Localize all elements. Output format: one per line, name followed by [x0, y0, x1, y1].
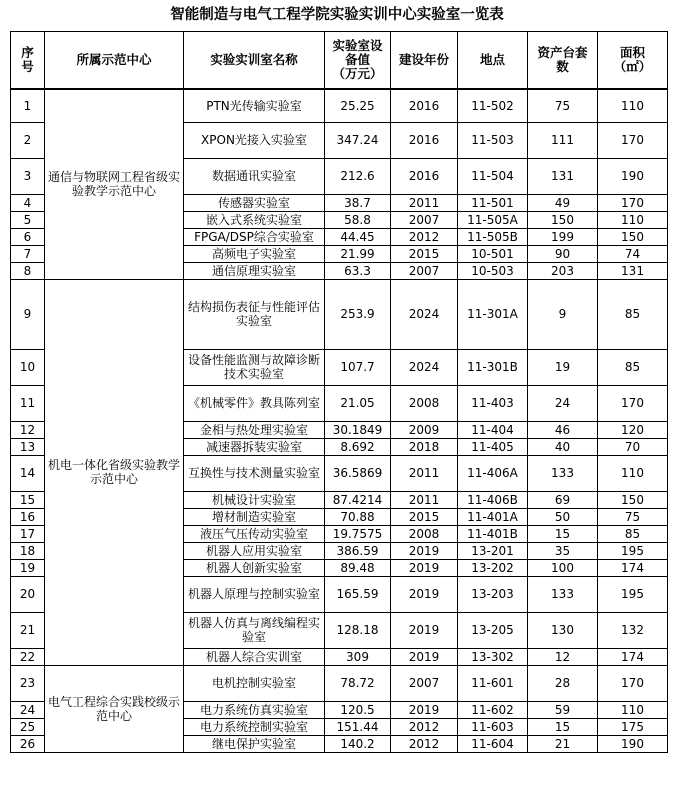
header-row: [11, 32, 668, 90]
cell-seq: 17: [11, 525, 45, 542]
lab-table: [10, 31, 668, 753]
cell-area: 170: [598, 385, 668, 421]
cell-location: 11-406B: [458, 491, 528, 508]
cell-name: 数据通讯实验室: [184, 158, 325, 194]
cell-value: 19.7575: [325, 525, 391, 542]
cell-year: 2015: [391, 508, 458, 525]
cell-location: 11-603: [458, 718, 528, 735]
cell-assets: 131: [528, 158, 598, 194]
cell-area: 110: [598, 701, 668, 718]
cell-location: 11-301B: [458, 349, 528, 385]
cell-year: 2016: [391, 89, 458, 122]
cell-location: 11-502: [458, 89, 528, 122]
cell-seq: 21: [11, 612, 45, 648]
cell-year: 2019: [391, 648, 458, 665]
cell-assets: 90: [528, 245, 598, 262]
cell-year: 2012: [391, 718, 458, 735]
cell-location: 10-503: [458, 262, 528, 279]
cell-value: 70.88: [325, 508, 391, 525]
header-location-label: 地点: [479, 52, 505, 67]
cell-location: 11-401B: [458, 525, 528, 542]
cell-assets: 15: [528, 525, 598, 542]
cell-location: 11-602: [458, 701, 528, 718]
cell-year: 2012: [391, 228, 458, 245]
cell-area: 150: [598, 228, 668, 245]
cell-name: 高频电子实验室: [184, 245, 325, 262]
cell-name: 电力系统仿真实验室: [184, 701, 325, 718]
cell-value: 347.24: [325, 122, 391, 158]
cell-value: 21.05: [325, 385, 391, 421]
cell-seq: 24: [11, 701, 45, 718]
cell-name: 机器人应用实验室: [184, 542, 325, 559]
cell-location: 13-202: [458, 559, 528, 576]
cell-area: 75: [598, 508, 668, 525]
cell-seq: 3: [11, 158, 45, 194]
cell-seq: 18: [11, 542, 45, 559]
cell-area: 120: [598, 421, 668, 438]
cell-year: 2019: [391, 612, 458, 648]
cell-value: 140.2: [325, 735, 391, 752]
cell-seq: 13: [11, 438, 45, 455]
cell-value: 253.9: [325, 279, 391, 349]
cell-seq: 11: [11, 385, 45, 421]
cell-year: 2008: [391, 525, 458, 542]
cell-name: PTN光传输实验室: [184, 89, 325, 122]
table-body: [11, 89, 668, 752]
cell-assets: 19: [528, 349, 598, 385]
cell-assets: 130: [528, 612, 598, 648]
cell-location: 13-203: [458, 576, 528, 612]
cell-assets: 9: [528, 279, 598, 349]
cell-seq: 7: [11, 245, 45, 262]
header-center-label: 所属示范中心: [76, 52, 152, 67]
cell-year: 2011: [391, 194, 458, 211]
cell-seq: 14: [11, 455, 45, 491]
cell-year: 2019: [391, 576, 458, 612]
cell-assets: 100: [528, 559, 598, 576]
cell-value: 309: [325, 648, 391, 665]
header-assets: [528, 32, 598, 90]
cell-area: 170: [598, 665, 668, 701]
cell-name: 机器人综合实训室: [184, 648, 325, 665]
cell-seq: 22: [11, 648, 45, 665]
cell-assets: 46: [528, 421, 598, 438]
cell-area: 170: [598, 122, 668, 158]
cell-value: 386.59: [325, 542, 391, 559]
cell-year: 2019: [391, 542, 458, 559]
cell-seq: 10: [11, 349, 45, 385]
cell-assets: 203: [528, 262, 598, 279]
cell-assets: 75: [528, 89, 598, 122]
cell-area: 170: [598, 194, 668, 211]
cell-year: 2016: [391, 158, 458, 194]
cell-year: 2007: [391, 665, 458, 701]
cell-name: 结构损伤表征与性能评估实验室: [184, 279, 325, 349]
header-name-label: 实验实训室名称: [210, 52, 298, 67]
cell-assets: 59: [528, 701, 598, 718]
cell-assets: 133: [528, 455, 598, 491]
cell-year: 2012: [391, 735, 458, 752]
cell-area: 110: [598, 211, 668, 228]
cell-location: 11-501: [458, 194, 528, 211]
cell-value: 38.7: [325, 194, 391, 211]
header-value: [325, 32, 391, 90]
cell-location: 11-404: [458, 421, 528, 438]
cell-assets: 40: [528, 438, 598, 455]
cell-name: 电机控制实验室: [184, 665, 325, 701]
cell-year: 2007: [391, 211, 458, 228]
cell-assets: 12: [528, 648, 598, 665]
cell-assets: 199: [528, 228, 598, 245]
cell-name: 通信原理实验室: [184, 262, 325, 279]
cell-area: 174: [598, 648, 668, 665]
cell-location: 11-505A: [458, 211, 528, 228]
cell-value: 89.48: [325, 559, 391, 576]
cell-year: 2018: [391, 438, 458, 455]
cell-name: 《机械零件》教具陈列室: [184, 385, 325, 421]
cell-seq: 26: [11, 735, 45, 752]
cell-seq: 5: [11, 211, 45, 228]
cell-year: 2009: [391, 421, 458, 438]
header-year-label: 建设年份: [398, 52, 449, 67]
cell-area: 132: [598, 612, 668, 648]
cell-name: 电力系统控制实验室: [184, 718, 325, 735]
cell-year: 2011: [391, 491, 458, 508]
cell-year: 2019: [391, 559, 458, 576]
cell-value: 58.8: [325, 211, 391, 228]
cell-area: 85: [598, 349, 668, 385]
table-row: [11, 665, 668, 701]
cell-assets: 69: [528, 491, 598, 508]
cell-seq: 20: [11, 576, 45, 612]
cell-name: 机械设计实验室: [184, 491, 325, 508]
cell-area: 131: [598, 262, 668, 279]
cell-area: 150: [598, 491, 668, 508]
cell-assets: 35: [528, 542, 598, 559]
cell-name: FPGA/DSP综合实验室: [184, 228, 325, 245]
cell-value: 78.72: [325, 665, 391, 701]
cell-seq: 19: [11, 559, 45, 576]
cell-center: 机电一体化省级实验教学示范中心: [45, 279, 184, 665]
cell-year: 2024: [391, 349, 458, 385]
cell-area: 74: [598, 245, 668, 262]
cell-area: 110: [598, 455, 668, 491]
cell-value: 36.5869: [325, 455, 391, 491]
header-seq: [11, 32, 45, 90]
cell-area: 174: [598, 559, 668, 576]
cell-year: 2008: [391, 385, 458, 421]
cell-location: 11-403: [458, 385, 528, 421]
header-year: [391, 32, 458, 90]
cell-value: 165.59: [325, 576, 391, 612]
cell-seq: 25: [11, 718, 45, 735]
cell-name: 液压气压传动实验室: [184, 525, 325, 542]
cell-name: 增材制造实验室: [184, 508, 325, 525]
cell-name: 设备性能监测与故障诊断技术实验室: [184, 349, 325, 385]
header-area: [598, 32, 668, 90]
cell-assets: 24: [528, 385, 598, 421]
document-title: 智能制造与电气工程学院实验实训中心实验室一览表: [170, 7, 504, 23]
header-center: [45, 32, 184, 90]
cell-name: 金相与热处理实验室: [184, 421, 325, 438]
cell-assets: 111: [528, 122, 598, 158]
cell-area: 85: [598, 525, 668, 542]
cell-seq: 9: [11, 279, 45, 349]
header-name: [184, 32, 325, 90]
cell-value: 151.44: [325, 718, 391, 735]
header-assets-label: 资产台套 数: [537, 45, 588, 74]
cell-assets: 21: [528, 735, 598, 752]
cell-area: 70: [598, 438, 668, 455]
cell-seq: 1: [11, 89, 45, 122]
cell-center: 通信与物联网工程省级实验教学示范中心: [45, 89, 184, 279]
cell-location: 11-301A: [458, 279, 528, 349]
cell-year: 2024: [391, 279, 458, 349]
cell-seq: 15: [11, 491, 45, 508]
header-seq-label: 序 号: [21, 45, 34, 74]
cell-seq: 6: [11, 228, 45, 245]
cell-value: 128.18: [325, 612, 391, 648]
cell-location: 11-604: [458, 735, 528, 752]
cell-value: 21.99: [325, 245, 391, 262]
cell-location: 13-302: [458, 648, 528, 665]
cell-value: 212.6: [325, 158, 391, 194]
cell-location: 11-406A: [458, 455, 528, 491]
cell-year: 2016: [391, 122, 458, 158]
cell-area: 110: [598, 89, 668, 122]
cell-value: 63.3: [325, 262, 391, 279]
cell-name: 继电保护实验室: [184, 735, 325, 752]
cell-location: 13-205: [458, 612, 528, 648]
cell-assets: 133: [528, 576, 598, 612]
cell-year: 2011: [391, 455, 458, 491]
cell-name: 机器人仿真与离线编程实验室: [184, 612, 325, 648]
cell-location: 11-401A: [458, 508, 528, 525]
cell-area: 85: [598, 279, 668, 349]
cell-seq: 16: [11, 508, 45, 525]
cell-value: 120.5: [325, 701, 391, 718]
cell-name: 减速器拆装实验室: [184, 438, 325, 455]
cell-location: 10-501: [458, 245, 528, 262]
cell-value: 8.692: [325, 438, 391, 455]
cell-year: 2007: [391, 262, 458, 279]
header-location: [458, 32, 528, 90]
cell-seq: 12: [11, 421, 45, 438]
cell-location: 11-505B: [458, 228, 528, 245]
cell-assets: 150: [528, 211, 598, 228]
cell-value: 25.25: [325, 89, 391, 122]
cell-name: 机器人创新实验室: [184, 559, 325, 576]
cell-assets: 15: [528, 718, 598, 735]
cell-area: 190: [598, 158, 668, 194]
table-row: [11, 89, 668, 122]
table-row: [11, 279, 668, 349]
cell-area: 195: [598, 576, 668, 612]
cell-value: 107.7: [325, 349, 391, 385]
cell-location: 13-201: [458, 542, 528, 559]
cell-name: 机器人原理与控制实验室: [184, 576, 325, 612]
cell-assets: 49: [528, 194, 598, 211]
cell-location: 11-601: [458, 665, 528, 701]
cell-assets: 28: [528, 665, 598, 701]
cell-year: 2015: [391, 245, 458, 262]
cell-value: 87.4214: [325, 491, 391, 508]
cell-area: 175: [598, 718, 668, 735]
header-value-label: 实验室设 备值 （万元）: [332, 38, 383, 81]
cell-center: 电气工程综合实践校级示范中心: [45, 665, 184, 752]
cell-seq: 8: [11, 262, 45, 279]
cell-seq: 4: [11, 194, 45, 211]
cell-name: 传感器实验室: [184, 194, 325, 211]
cell-assets: 50: [528, 508, 598, 525]
cell-year: 2019: [391, 701, 458, 718]
header-area-label: 面积 （㎡）: [613, 45, 652, 74]
cell-value: 44.45: [325, 228, 391, 245]
cell-seq: 23: [11, 665, 45, 701]
cell-name: 互换性与技术测量实验室: [184, 455, 325, 491]
cell-location: 11-405: [458, 438, 528, 455]
cell-location: 11-503: [458, 122, 528, 158]
cell-area: 190: [598, 735, 668, 752]
cell-location: 11-504: [458, 158, 528, 194]
cell-seq: 2: [11, 122, 45, 158]
cell-area: 195: [598, 542, 668, 559]
cell-name: XPON光接入实验室: [184, 122, 325, 158]
cell-value: 30.1849: [325, 421, 391, 438]
cell-name: 嵌入式系统实验室: [184, 211, 325, 228]
